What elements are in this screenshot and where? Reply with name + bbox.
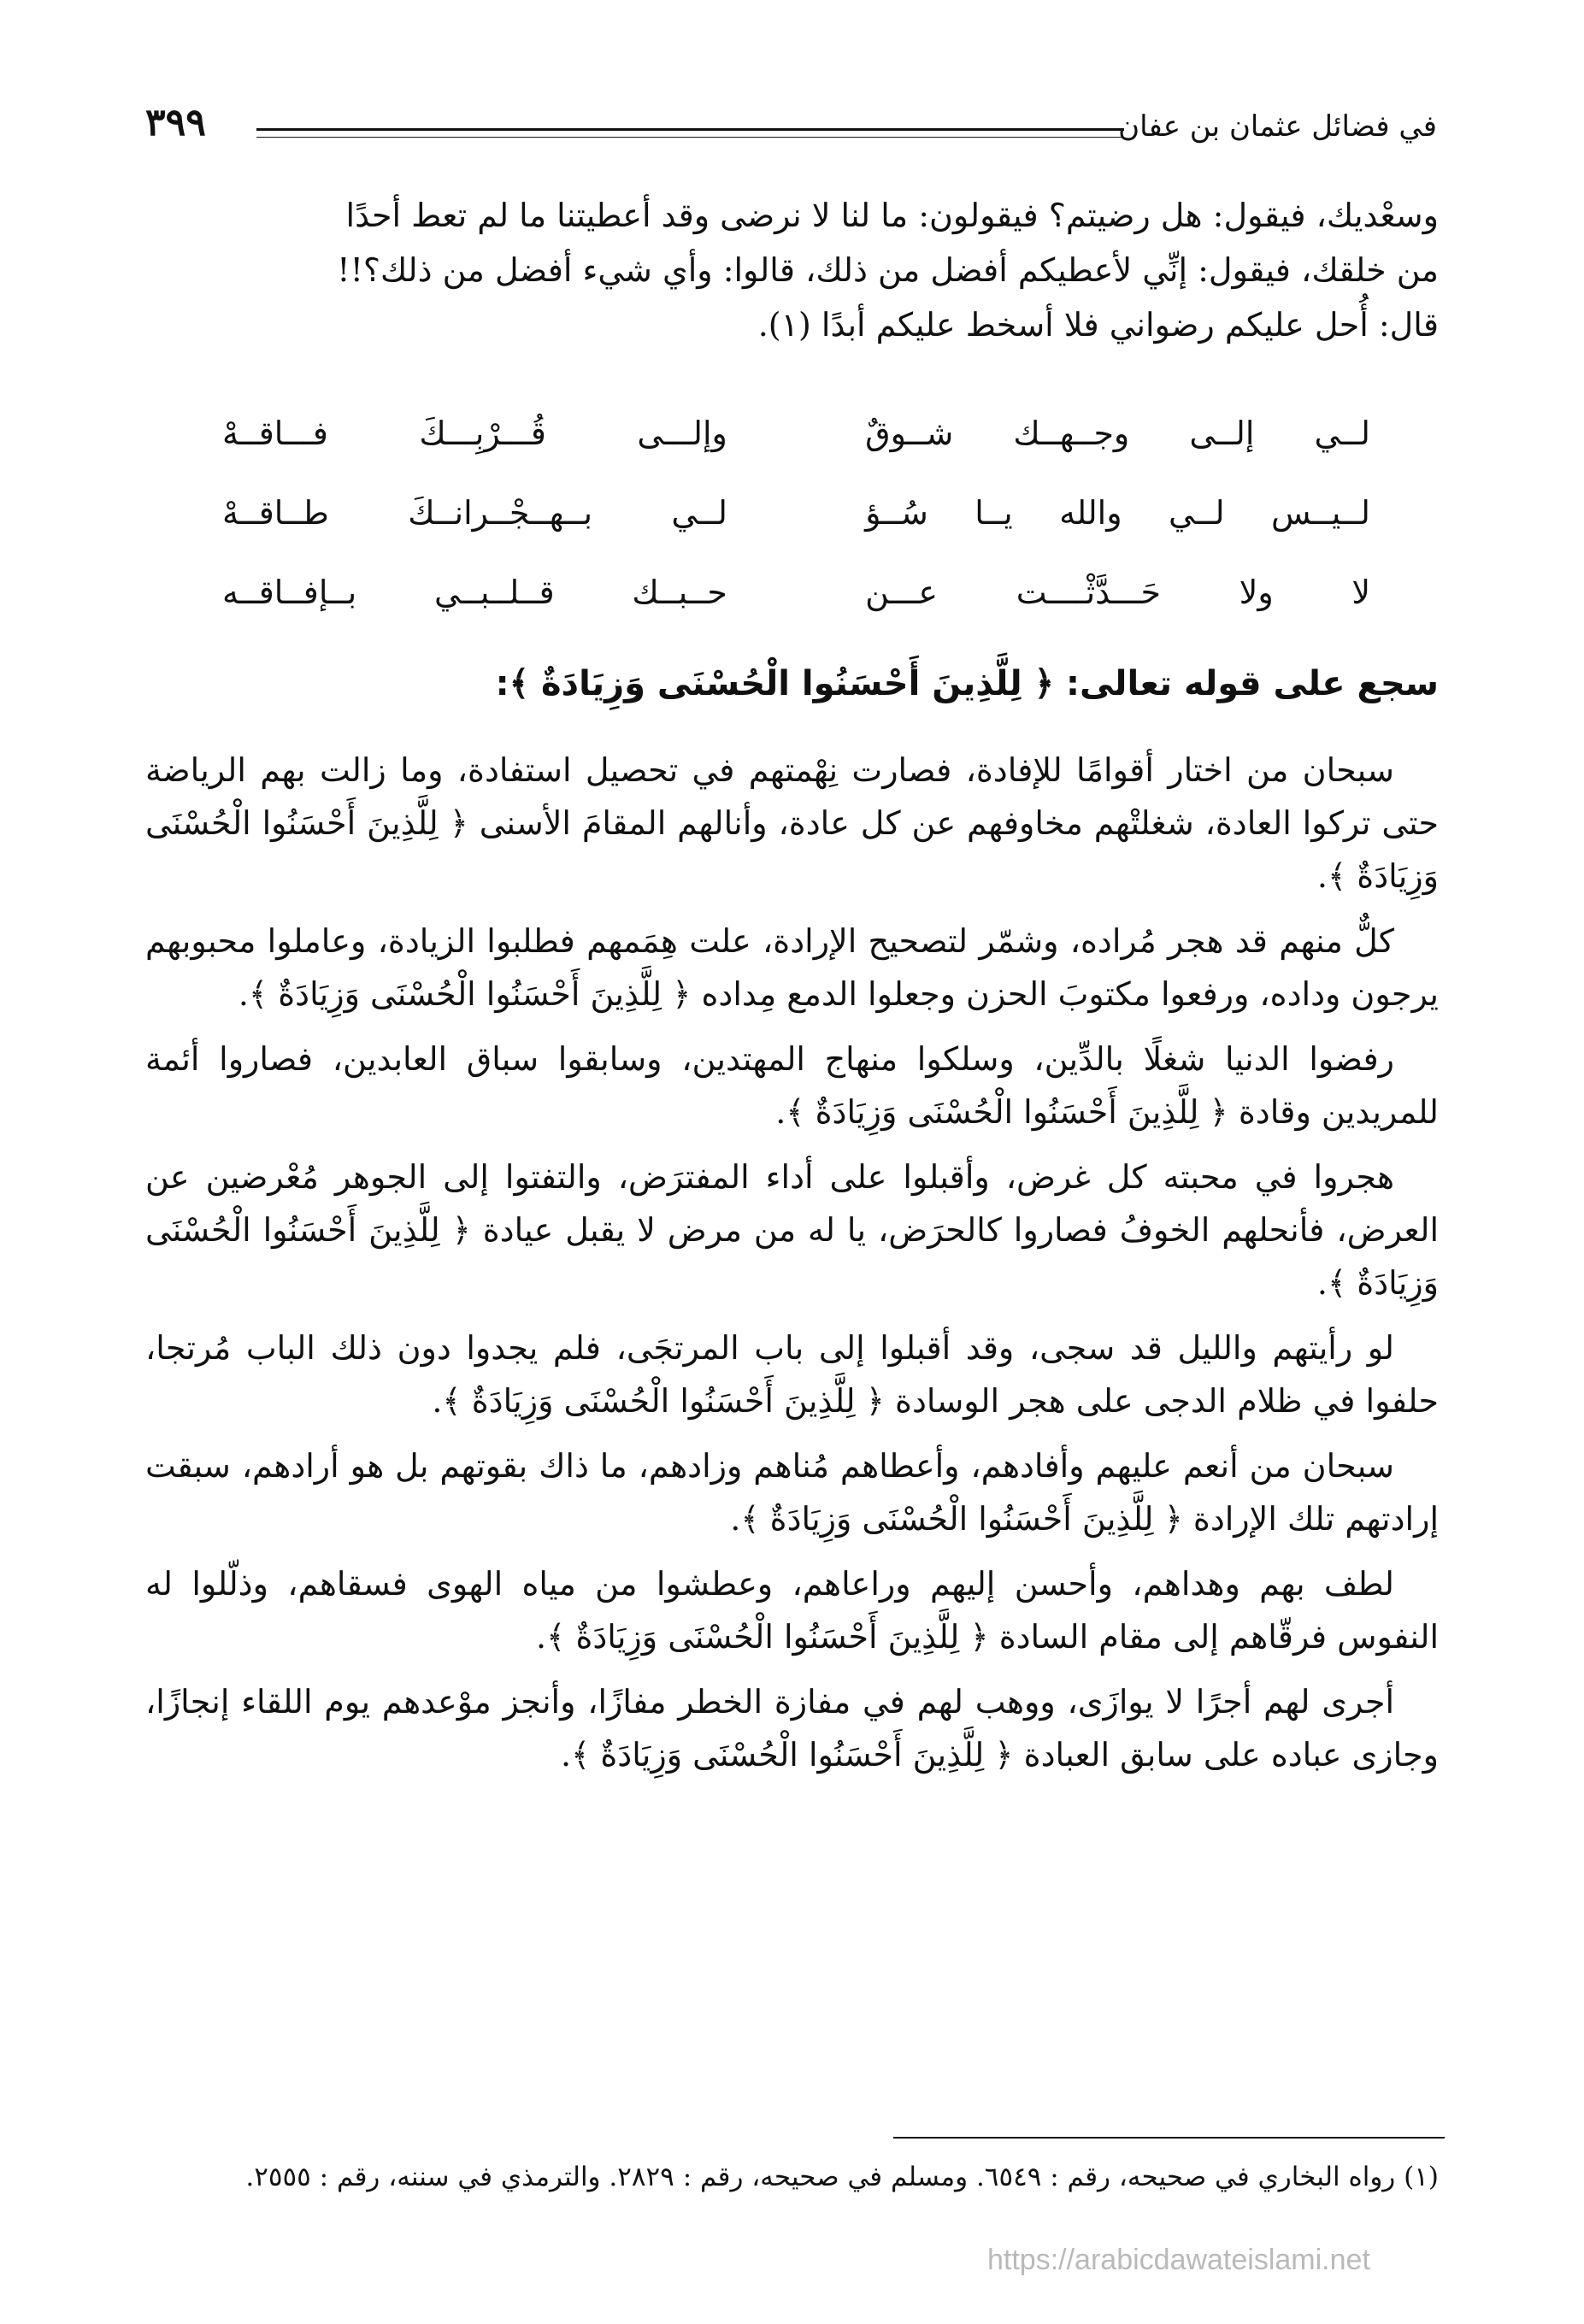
header-rule: [256, 128, 1124, 138]
poem-verse: [222, 552, 1370, 632]
intro-text: [145, 188, 1439, 352]
paragraph: كلٌّ منهم قد هجر مُراده، وشمّر لتصحيح الإرادة، علت هِمَمهم فطلبوا الزيادة، وعاملوا محبوبهم يرجون وداده، ورفعوا مكتوبَ الحزن وجعلوا الدمع مِداده ﴿ لِلَّذِينَ أَحْسَنُوا الْحُسْنَى وَزِيَادَةٌ ﴾.: [145, 922, 1439, 1013]
poem-hemistich-first: لــيــس لــي والله يــا سُــؤ: [865, 493, 1370, 532]
poem-hemistich-second: وإلـــى قُـــرْبِـــكَ فـــاقــهْ: [222, 414, 727, 452]
poem-verse: [222, 473, 1370, 552]
section-heading: سجع على قوله تعالى: ﴿ لِلَّذِينَ أَحْسَنُوا الْحُسْنَى وَزِيَادَةٌ ﴾:: [495, 664, 1439, 703]
poem-hemistich-second: حــبــك قــلــبــي بــإفــاقــه: [222, 573, 727, 611]
poem-hemistich-first: لا ولا حَـــدَّثْــــت عـــن: [865, 573, 1370, 611]
footnote-rule: [893, 2137, 1445, 2139]
paragraph: أجرى لهم أجرًا لا يوازَى، ووهب لهم في مفازة الخطر مفازًا، وأنجز موْعدهم يوم اللقاء إنجازًا، وجازى عباده على سابق العبادة ﴿ لِلَّذِينَ أَحْسَنُوا الْحُسْنَى وَزِيَادَةٌ ﴾.: [145, 1683, 1439, 1774]
intro-line: من خلقك، فيقول: إنِّي لأعطيكم أفضل من ذلك، قالوا: وأي شيء أفضل من ذلك؟!!: [337, 251, 1439, 289]
watermark-url: https://arabicdawateislami.net: [987, 2244, 1370, 2276]
paragraph: رفضوا الدنيا شغلًا بالدِّين، وسلكوا منهاج المهتدين، وسابقوا سباق العابدين، فصاروا أئمة للمريدين وقادة ﴿ لِلَّذِينَ أَحْسَنُوا الْحُسْنَى وَزِيَادَةٌ ﴾.: [145, 1040, 1439, 1131]
poem: [222, 393, 1370, 632]
paragraph: سبحان من اختار أقوامًا للإفادة، فصارت نِهْمتهم في تحصيل استفادة، وما زالت بهم الرياضة حتى تركوا العادة، شغلتْهم مخاوفهم عن كل عادة، وأنالهم المقامَ الأسنى ﴿ لِلَّذِينَ أَحْسَنُوا الْحُسْنَى وَزِيَادَةٌ ﴾.: [145, 751, 1439, 895]
body-text: [145, 744, 1439, 1781]
paragraph: هجروا في محبته كل غرض، وأقبلوا على أداء المفترَض، والتفتوا إلى الجوهر مُعْرضين عن العرض، فأنحلهم الخوفُ فصاروا كالحرَض، يا له من مرض لا يقبل عيادة ﴿ لِلَّذِينَ أَحْسَنُوا الْحُسْنَى وَزِيَادَةٌ ﴾.: [145, 1158, 1439, 1302]
intro-line: قال: أُحل عليكم رضواني فلا أسخط عليكم أبدًا (١).: [757, 306, 1439, 344]
poem-verse: [222, 393, 1370, 473]
poem-hemistich-second: لــي بــهــجْــرانــكَ طــاقــهْ: [222, 493, 727, 532]
poem-hemistich-first: لــي إلــى وجــهــك شــوقٌ: [865, 414, 1370, 452]
intro-line: وسعْديك، فيقول: هل رضيتم؟ فيقولون: ما لنا لا نرضى وقد أعطيتنا ما لم تعط أحدًا: [345, 197, 1439, 234]
paragraph: سبحان من أنعم عليهم وأفادهم، وأعطاهم مُناهم وزادهم، ما ذاك بقوتهم بل هو أرادهم، سبقت إرادتهم تلك الإرادة ﴿ لِلَّذِينَ أَحْسَنُوا الْحُسْنَى وَزِيَادَةٌ ﴾.: [145, 1447, 1439, 1538]
footnote: (١) رواه البخاري في صحيحه، رقم : ٦٥٤٩. ومسلم في صحيحه، رقم : ٢٨٢٩. والترمذي في سننه، رقم : ٢٥٥٥.: [245, 2162, 1439, 2192]
page-number: ٣٩٩: [145, 101, 206, 144]
paragraph: لو رأيتهم والليل قد سجى، وقد أقبلوا إلى باب المرتجَى، فلم يجدوا دون ذلك الباب مُرتجا، حلفوا في ظلام الدجى على هجر الوسادة ﴿ لِلَّذِينَ أَحْسَنُوا الْحُسْنَى وَزِيَادَةٌ ﴾.: [145, 1329, 1439, 1420]
paragraph: لطف بهم وهداهم، وأحسن إليهم وراعاهم، وعطشوا من مياه الهوى فسقاهم، وذلّلوا له النفوس فرقّاهم إلى مقام السادة ﴿ لِلَّذِينَ أَحْسَنُوا الْحُسْنَى وَزِيَادَةٌ ﴾.: [145, 1565, 1439, 1656]
running-header-title: في فضائل عثمان بن عفان: [1118, 109, 1437, 144]
